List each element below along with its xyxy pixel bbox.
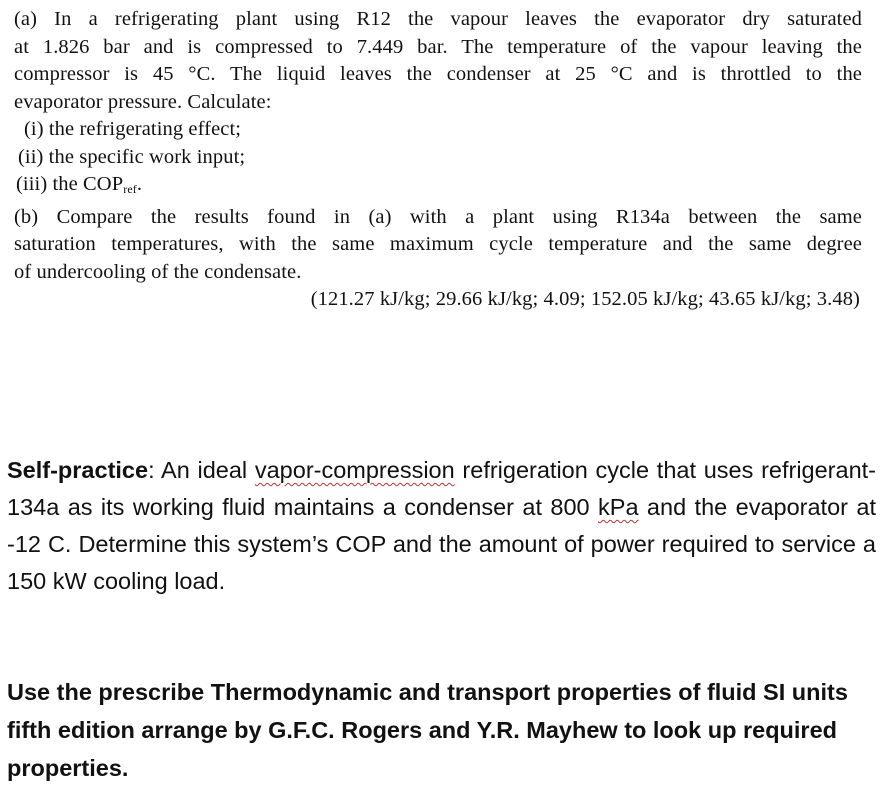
problem-a-line-3: compressor is 45 °C. The liquid leaves the condenser at 25 °C and is throttled to the xyxy=(14,63,862,85)
self-practice-text-1: : An ideal xyxy=(148,457,255,483)
problem-b-line-2: saturation temperatures, with the same maximum cycle temperature and the same degree xyxy=(14,233,862,255)
item-iii-text: (iii) the COP xyxy=(16,173,124,195)
item-iii xyxy=(14,171,862,204)
self-practice-text-3: and the evaporator at -12 C. Determine this system’s COP and the amount of power required to service a 150 kW cooling load. xyxy=(7,494,876,594)
problem-b-line-3: of undercooling of the condensate. xyxy=(14,260,302,283)
item-iii-subscript: ref xyxy=(123,182,137,196)
item-i: (i) the refrigerating effect; xyxy=(24,118,242,140)
problem-a-line-1: (a) In a refrigerating plant using R12 the vapour leaves the evaporator dry saturated xyxy=(14,8,862,30)
problem-a-line-4: evaporator pressure. Calculate: xyxy=(14,90,272,113)
item-ii: (ii) the specific work input; xyxy=(18,145,246,168)
spellcheck-word-kpa: kPa xyxy=(598,494,639,520)
self-practice-label: Self-practice xyxy=(7,457,149,483)
problem-a-line-2: at 1.826 bar and is compressed to 7.449 bar. The temperature of the vapour leaving the xyxy=(14,35,862,58)
instruction-paragraph: Use the prescribe Thermodynamic and transport properties of fluid SI units fifth edition arrange by G.F.C. Rogers and Y.R. Mayhew to look up required properties. xyxy=(7,679,848,781)
problem-a-block xyxy=(14,6,862,314)
answers-line: (121.27 kJ/kg; 29.66 kJ/kg; 4.09; 152.05 kJ/kg; 43.65 kJ/kg; 3.48) xyxy=(310,288,860,310)
problem-b-line-1: (b) Compare the results found in (a) with a plant using R134a between the same xyxy=(14,205,862,228)
self-practice-text-2: refrigeration cycle that uses refrigerant-134a as its working fluid maintains a condenser at 800 xyxy=(7,457,876,520)
item-iii-period: . xyxy=(136,173,143,195)
self-practice-paragraph xyxy=(7,452,876,600)
spellcheck-word-vapor: vapor-compression xyxy=(254,457,455,483)
